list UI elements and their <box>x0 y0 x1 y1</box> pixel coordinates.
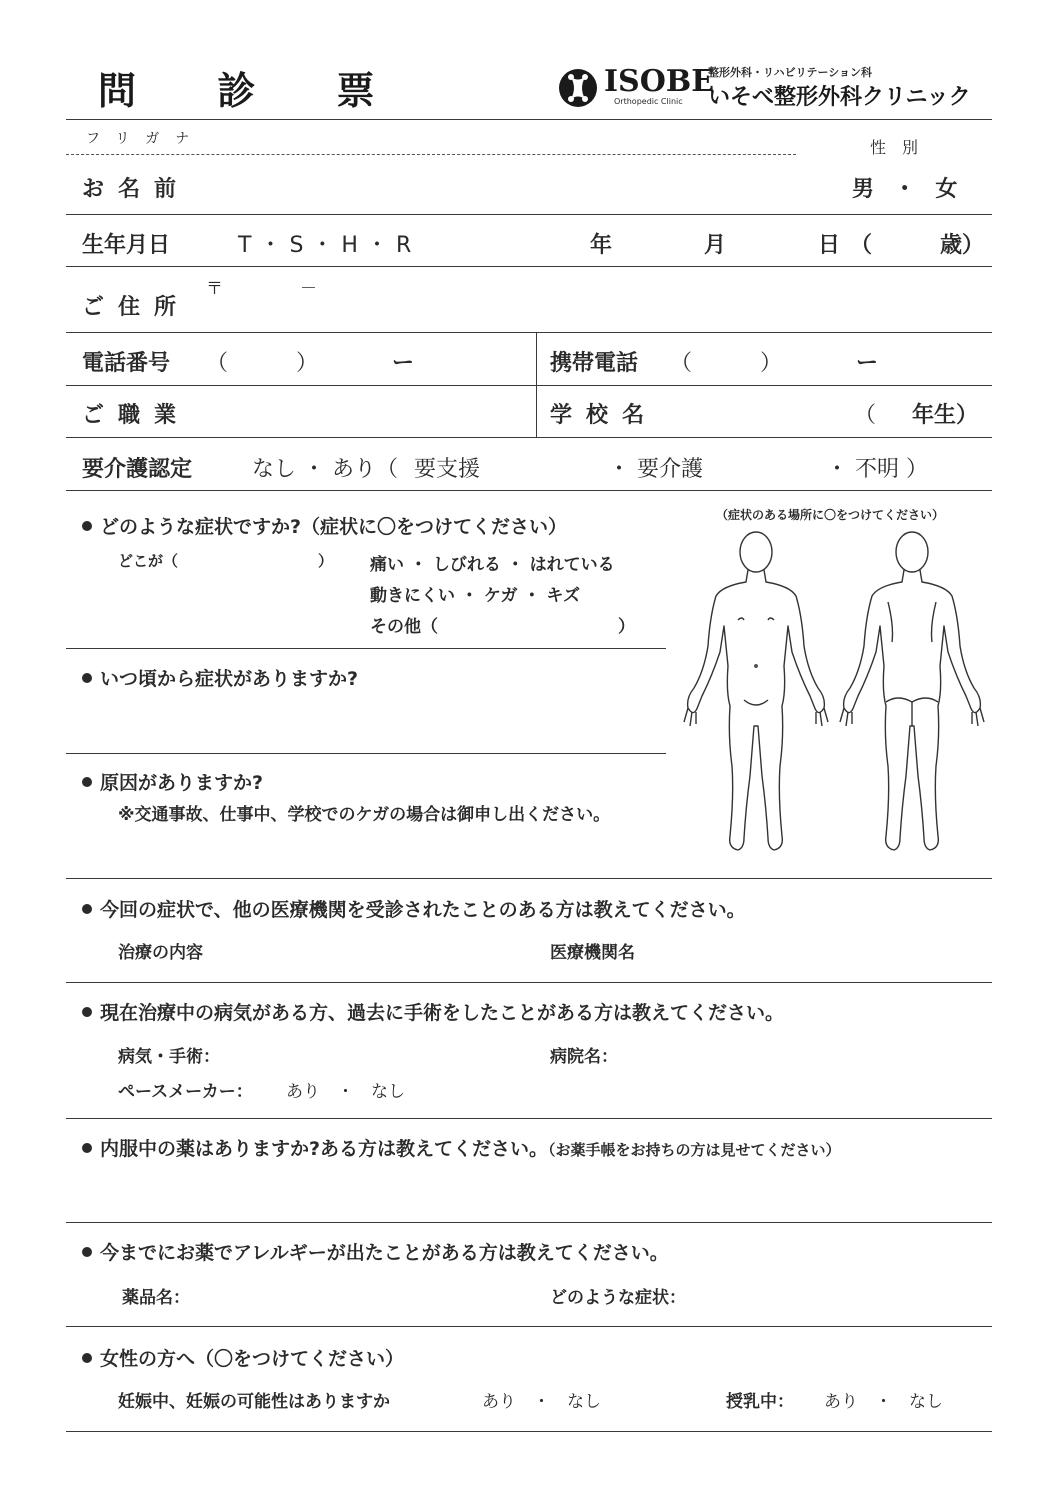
bullet-icon <box>82 673 92 683</box>
bullet-icon <box>82 1247 92 1257</box>
care-nursing[interactable]: ・ 要介護 <box>608 457 703 482</box>
clinic-department: 整形外科・リハビリテーション科 <box>708 66 873 79</box>
era-options[interactable]: T・S・H・R <box>238 233 420 258</box>
divider <box>66 119 992 120</box>
grade-close: 年生） <box>912 403 979 428</box>
drug-name-label: 薬品名： <box>122 1288 190 1308</box>
phone-open: （ <box>206 351 229 376</box>
postal-mark: 〒 <box>206 279 223 299</box>
pregnancy-label: 妊娠中、妊娠の可能性はありますか <box>118 1392 390 1412</box>
divider <box>66 1431 992 1432</box>
bullet-icon <box>82 521 92 531</box>
year-label: 年 <box>590 233 613 258</box>
symptom-options-2[interactable]: 動きにくい ・ ケガ ・ キズ <box>370 586 580 606</box>
nursing-options[interactable]: あり ・ なし <box>824 1392 943 1412</box>
question-text: 原因がありますか? <box>100 772 264 794</box>
clinic-logo-icon <box>558 68 598 108</box>
sex-label: 性 別 <box>870 138 919 157</box>
logo-text: ISOBE <box>604 64 715 99</box>
bullet-icon <box>82 1353 92 1363</box>
divider <box>66 982 992 983</box>
body-diagram[interactable] <box>672 526 992 862</box>
page-title: 問 診 票 <box>98 69 409 113</box>
grade-open: （ <box>854 403 877 428</box>
mobile-close: ） <box>760 351 783 376</box>
question-text: 今までにお薬でアレルギーが出たことがある方は教えてください。 <box>100 1242 669 1264</box>
occupation-label: ご職業 <box>82 403 191 428</box>
illness-label: 病気・手術： <box>118 1047 220 1067</box>
age-open: （ <box>850 233 873 258</box>
divider <box>66 1118 992 1119</box>
divider <box>66 490 992 491</box>
where-close: ） <box>318 552 334 570</box>
birth-label: 生年月日 <box>82 233 171 258</box>
where-label: どこが（ <box>118 552 179 570</box>
question-medication <box>82 1134 841 1161</box>
bullet-icon <box>82 904 92 914</box>
nursing-label: 授乳中： <box>726 1392 794 1412</box>
divider <box>66 385 992 386</box>
question-text: どのような症状ですか?（症状に〇をつけてください） <box>100 516 568 538</box>
divider <box>66 266 992 267</box>
question-women <box>82 1344 404 1371</box>
age-close: 歳） <box>940 233 985 258</box>
furigana-label: フリガナ <box>86 131 206 147</box>
care-options-none-yes[interactable]: なし ・ あり（ <box>252 457 398 482</box>
other-label: その他（ <box>370 617 438 637</box>
front-body-icon[interactable] <box>684 532 828 850</box>
bullet-icon <box>82 1143 92 1153</box>
symptom-options-1[interactable]: 痛い ・ しびれる ・ はれている <box>370 555 615 575</box>
logo-subtitle: Orthopedic Clinic <box>614 97 683 106</box>
mobile-open: （ <box>670 351 693 376</box>
care-unknown[interactable]: ・ 不明 ） <box>826 457 928 482</box>
question-text: 女性の方へ（〇をつけてください） <box>100 1348 405 1370</box>
mobile-dash: ー <box>856 351 879 376</box>
divider <box>66 437 992 438</box>
care-label: 要介護認定 <box>82 457 193 482</box>
pacemaker-options[interactable]: あり ・ なし <box>286 1082 405 1102</box>
question-cause <box>82 768 263 795</box>
facility-label: 医療機関名 <box>550 943 635 963</box>
clinic-name: いそべ整形外科クリニック <box>708 85 971 110</box>
month-label: 月 <box>704 233 727 258</box>
question-onset <box>82 664 358 691</box>
body-diagram-caption: （症状のある場所に〇をつけてください） <box>716 508 945 522</box>
pregnancy-options[interactable]: あり ・ なし <box>482 1392 601 1412</box>
divider <box>66 1326 992 1327</box>
cause-note: ※交通事故、仕事中、学校でのケガの場合は御申し出ください。 <box>118 805 611 825</box>
mobile-label: 携帯電話 <box>550 351 639 376</box>
treatment-label: 治療の内容 <box>118 943 203 963</box>
back-body-icon[interactable] <box>840 532 984 850</box>
divider <box>66 332 992 333</box>
bullet-icon <box>82 777 92 787</box>
medication-note: （お薬手帳をお持ちの方は見せてください） <box>548 1141 841 1159</box>
divider <box>66 753 666 754</box>
divider <box>66 1222 992 1223</box>
question-text: 今回の症状で、他の医療機関を受診されたことのある方は教えてください。 <box>100 899 746 921</box>
furigana-dashed-line <box>66 154 796 155</box>
other-close: ） <box>618 617 635 637</box>
phone-close: ） <box>296 351 319 376</box>
address-label: ご住所 <box>82 295 191 320</box>
postal-dash: － <box>300 279 317 299</box>
question-other-hospital <box>82 895 746 922</box>
divider <box>66 214 992 215</box>
care-support[interactable]: 要支援 <box>414 457 481 482</box>
question-allergy <box>82 1238 669 1265</box>
phone-dash: ー <box>392 351 415 376</box>
divider <box>66 648 666 649</box>
phone-label: 電話番号 <box>82 351 171 376</box>
question-text: 現在治療中の病気がある方、過去に手術をしたことがある方は教えてください。 <box>100 1002 785 1024</box>
sex-options[interactable]: 男 ・ 女 <box>852 177 964 202</box>
question-text: いつ頃から症状がありますか? <box>100 668 359 690</box>
question-symptoms <box>82 512 567 539</box>
hospital-label: 病院名： <box>550 1047 618 1067</box>
name-label: お名前 <box>82 177 191 202</box>
question-text: 内服中の薬はありますか?ある方は教えてください。 <box>100 1138 549 1160</box>
divider <box>66 878 992 879</box>
school-label: 学校名 <box>550 403 659 428</box>
allergy-symptom-label: どのような症状： <box>550 1288 686 1308</box>
question-medical-history <box>82 998 784 1025</box>
pacemaker-label: ペースメーカー： <box>118 1082 253 1102</box>
day-label: 日 <box>818 233 841 258</box>
bullet-icon <box>82 1007 92 1017</box>
